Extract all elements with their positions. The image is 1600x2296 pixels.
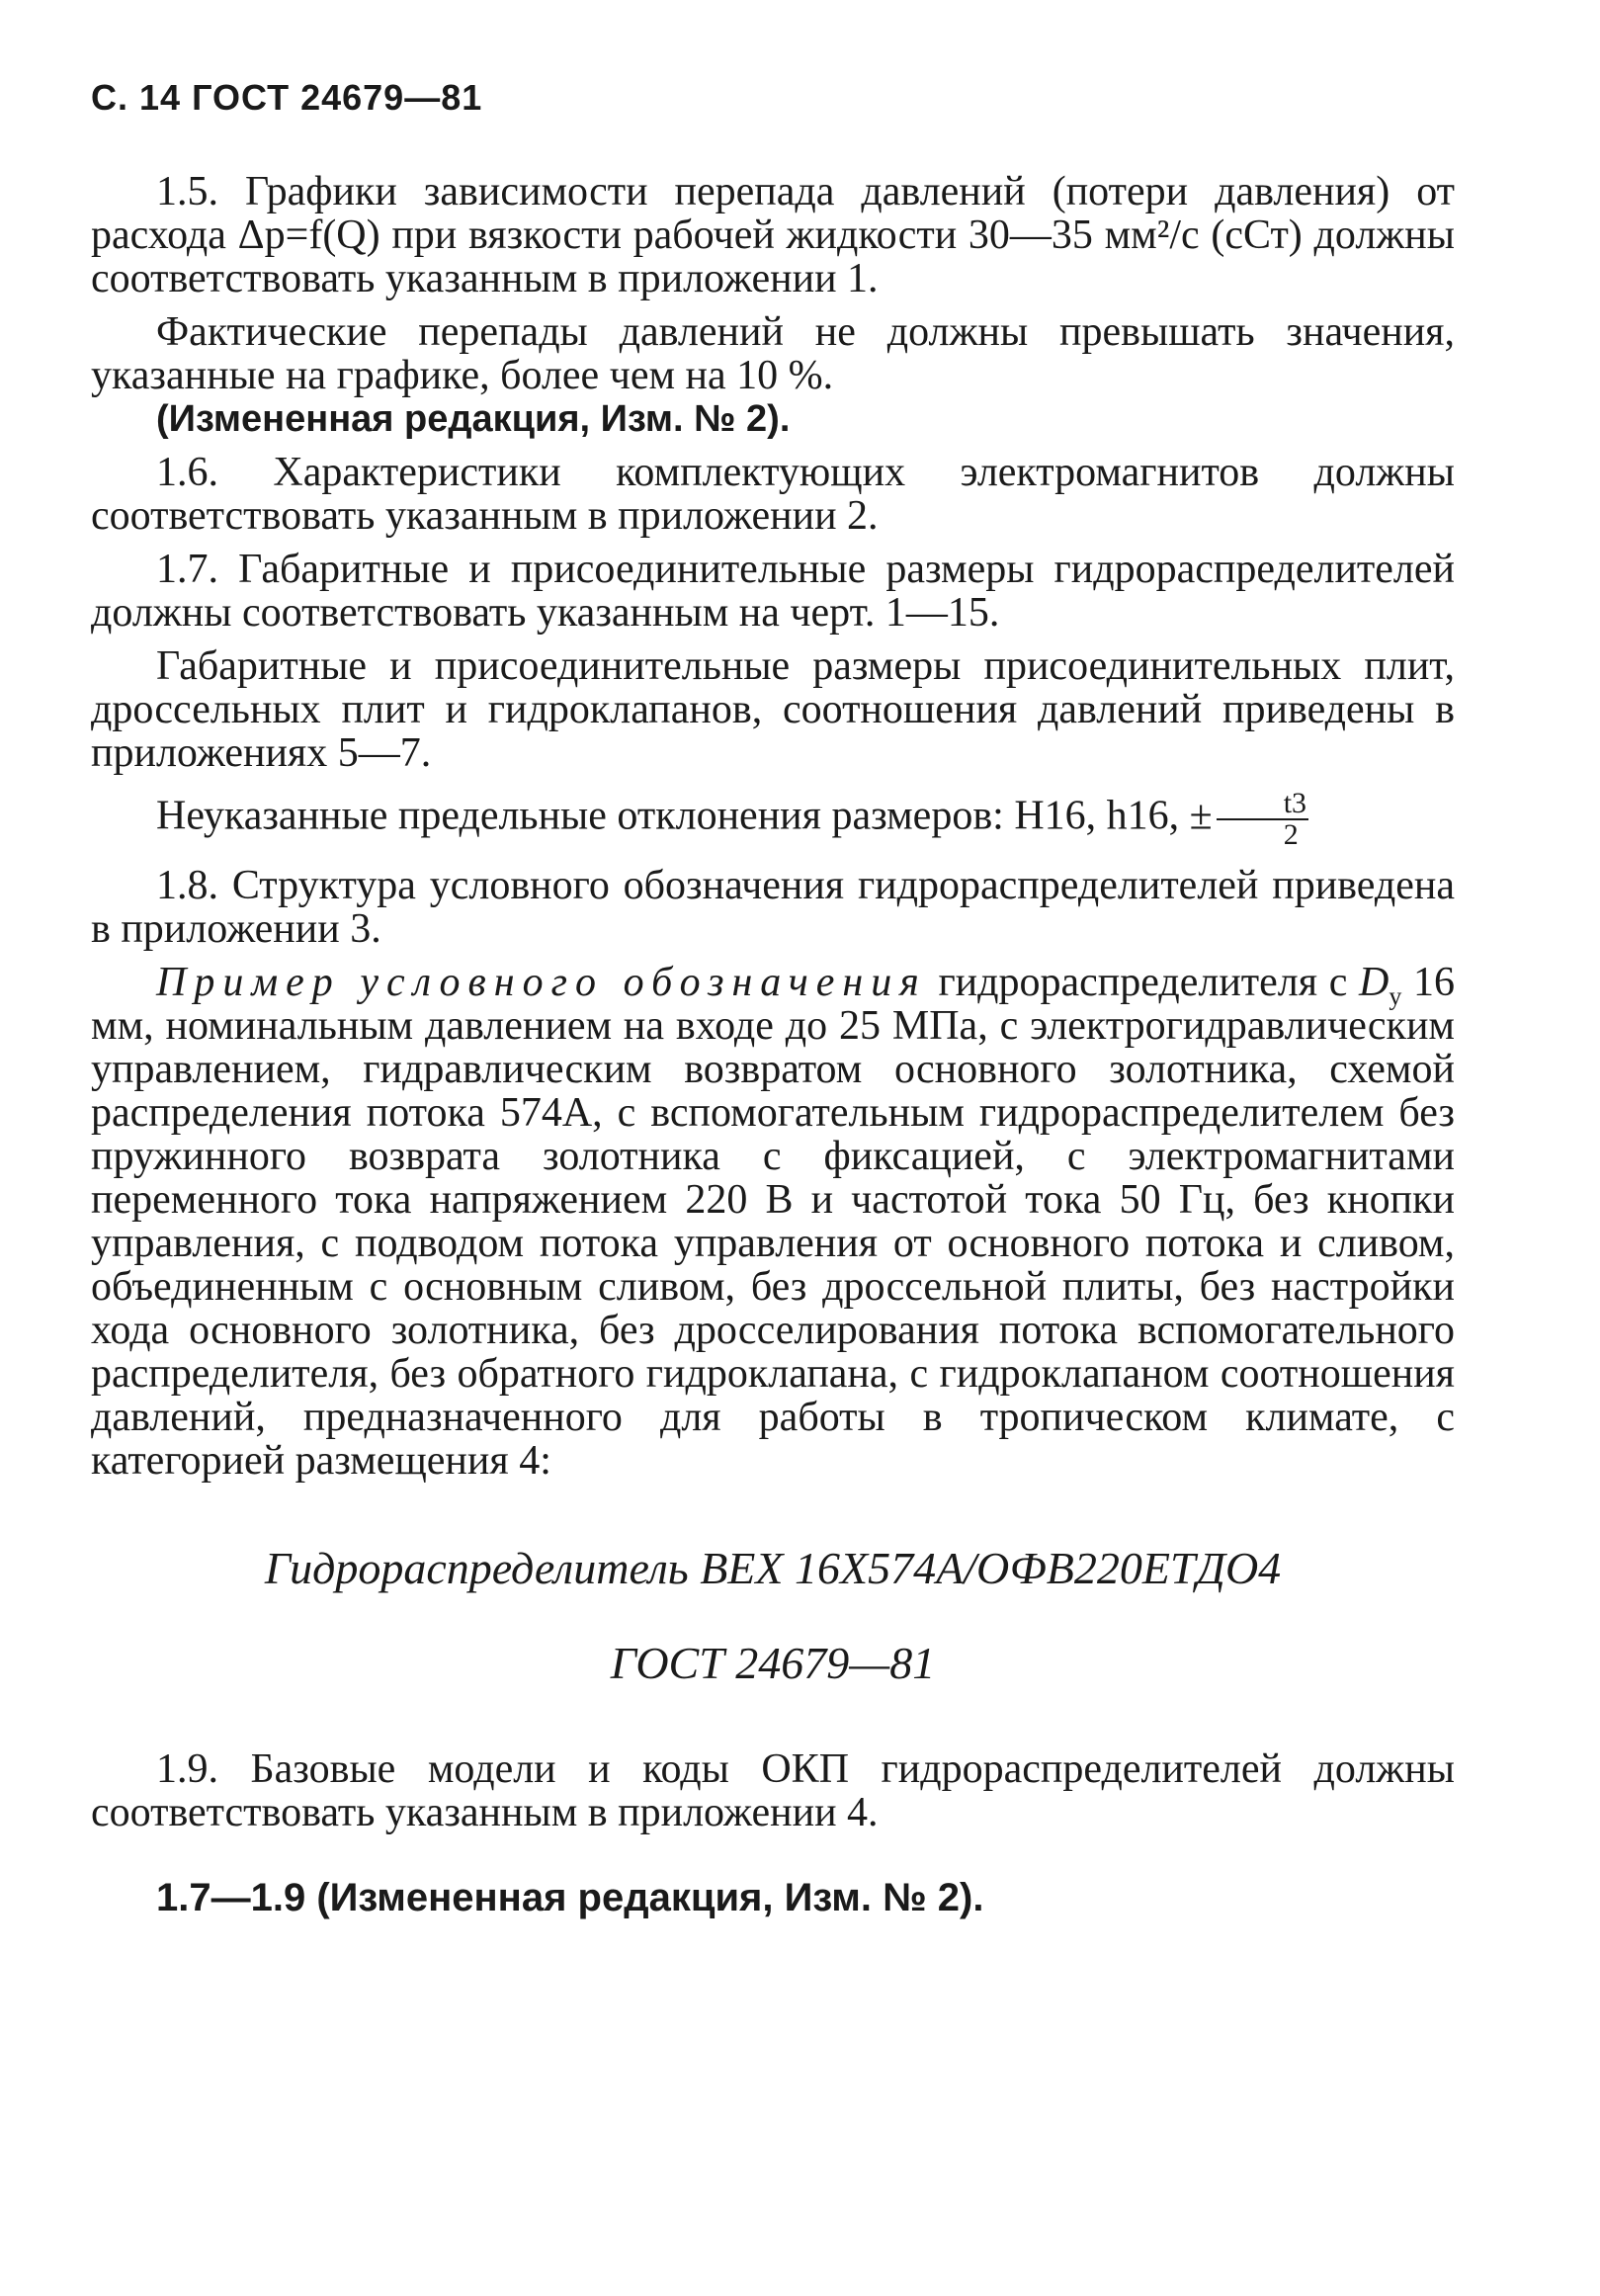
- paragraph-1-5: 1.5. Графики зависимости перепада давлений (потери давления) от расхода Δp=f(Q) при вязкости рабочей жидкости 30—35 мм²/с (сСт) должны соответствовать указанным в приложении 1.: [91, 169, 1455, 301]
- document-body: [91, 170, 1455, 1919]
- fraction-denominator: 2: [1283, 818, 1299, 851]
- paragraph-1-8-example: [91, 961, 1455, 1483]
- paragraph-1-8: 1.8. Структура условного обозначения гидрораспределителей приведена в приложении 3.: [91, 863, 1455, 952]
- designation-line: Гидрораспределитель ВЕХ 16Х574А/ОФВ220ЕТДО4: [264, 1543, 1282, 1593]
- paragraph-1-5-actual-drops: Фактические перепады давлений не должны превышать значения, указанные на графике, более чем на 10 %.: [91, 309, 1455, 398]
- dy-subscript: y: [1389, 981, 1402, 1011]
- amendment-note-1-5: (Измененная редакция, Изм. № 2).: [156, 398, 791, 440]
- dy-symbol: D: [1359, 960, 1389, 1005]
- paragraph-1-7: 1.7. Габаритные и присоединительные размеры гидрораспределителей должны соответствовать указанным на черт. 1—15.: [91, 547, 1455, 636]
- example-text-b: 16 мм, номинальным давлением на входе до 25 МПа, с электрогидравлическим управлением, гидравлическим возвратом основного золотника, схемой распределения потока 574А, с вспомогательным гидрораспределителем без пружинного возврата золотника с фиксацией, с электромагнитами переменного тока напряжением 220 В и частотой тока 50 Гц, без кнопки управления, с подводом потока управления от основного потока и сливом, объединенным с основным сливом, без дроссельной плиты, без настройки хода основного золотника, без дросселирования потока вспомогательного распределителя, без обратного гидроклапана, с гидроклапаном соотношения давлений, предназначенного для работы в тропическом климате, с категорией размещения 4:: [91, 960, 1456, 1484]
- designation-standard: ГОСТ 24679—81: [610, 1638, 936, 1688]
- paragraph-1-9: 1.9. Базовые модели и коды ОКП гидрораспределителей должны соответствовать указанным в приложении 4.: [91, 1746, 1455, 1835]
- page-number: С. 14: [91, 77, 182, 118]
- fraction-numerator: t3: [1217, 789, 1308, 820]
- tolerance-fraction: [1217, 789, 1308, 850]
- header-standard: ГОСТ 24679—81: [192, 77, 483, 118]
- tolerances-text: Неуказанные предельные отклонения размеров: H16, h16, ±: [156, 793, 1213, 839]
- paragraph-1-7-tolerances: [91, 789, 1455, 850]
- amendment-note-1-7-1-9: 1.7—1.9 (Измененная редакция, Изм. № 2).: [156, 1876, 984, 1919]
- paragraph-1-6: 1.6. Характеристики комплектующих электромагнитов должны соответствовать указанным в приложении 2.: [91, 450, 1455, 539]
- page-header: [91, 77, 482, 119]
- paragraph-1-7-plates: Габаритные и присоединительные размеры присоединительных плит, дроссельных плит и гидроклапанов, соотношения давлений приведены в приложениях 5—7.: [91, 643, 1455, 776]
- example-lead: Пример условного обозначения: [156, 960, 927, 1005]
- example-text-a: гидрораспределителя с: [926, 960, 1360, 1005]
